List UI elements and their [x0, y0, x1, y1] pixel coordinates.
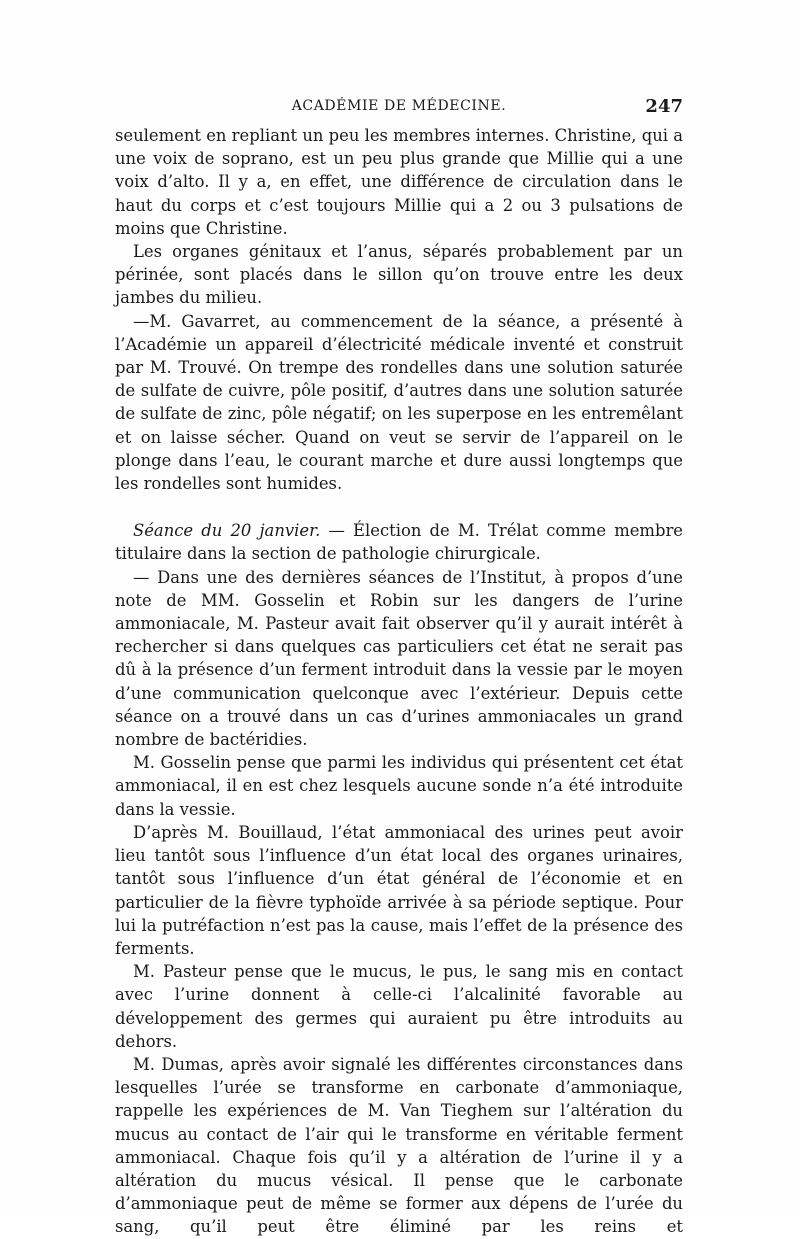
paragraph: Les organes génitaux et l’anus, séparés probablement par un périnée, sont placés dans le sillon qu’on trouve entre les deux jambes du milieu. [115, 242, 683, 308]
body-text [115, 124, 683, 1239]
paragraph: M. Dumas, après avoir signalé les différentes circonstances dans lesquelles l’urée se transforme en carbonate d’ammoniaque, rappelle les expériences de M. Van Tieghem sur l’altération du mucus au contact de l’air qui le transforme en véritable ferment ammoniacal. Chaque fois qu’il y a altération de l’urine il y a altération du mucus vésical. Il pense que le carbonate d’ammoniaque peut de même se former aux dépens de l’urée du sang, qu’il peut être éliminé par les reins et [115, 1054, 683, 1237]
session-text: — Élection de M. Trélat comme membre titulaire dans la section de pathologie chirurgicale. [115, 521, 684, 564]
paragraph: seulement en repliant un peu les membres internes. Christine, qui a une voix de soprano, est un peu plus grande que Millie qui a une voix d’alto. Il y a, en effet, une différence de circulation dans le haut du corps et c’est toujours Millie qui a 2 ou 3 pulsations de moins que Christine. [115, 126, 683, 238]
page-number: 247 [645, 96, 683, 117]
paragraph: — Dans une des dernières séances de l’Institut, à propos d’une note de MM. Gosselin et Robin sur les dangers de l’urine ammoniacale, M. Pasteur avait fait observer qu’il y aurait intérêt à rechercher si dans quelques cas particuliers cet état ne serait pas dû à la présence d’un ferment introduit dans la vessie par le moyen d’une communication quelconque avec l’extérieur. Depuis cette séance on a trouvé dans un cas d’urines ammoniacales un grand nombre de bactéridies. [115, 567, 683, 750]
running-head: ACADÉMIE DE MÉDECINE. [291, 98, 507, 114]
page-header [115, 98, 683, 124]
paragraph: M. Gosselin pense que parmi les individus qui présentent cet état ammoniacal, il en est chez lesquels aucune sonde n’a été introduite dans la vessie. [115, 753, 683, 819]
session-paragraph [115, 519, 683, 565]
paragraph: D’après M. Bouillaud, l’état ammoniacal des urines peut avoir lieu tantôt sous l’influence d’un état local des organes urinaires, tantôt sous l’influence d’un état général de l’économie et en particulier de la fièvre typhoïde arrivée à sa période septique. Pour lui la putréfaction n’est pas la cause, mais l’effet de la présence des ferments. [115, 822, 683, 958]
session-heading: Séance du 20 janvier. [133, 521, 321, 541]
paragraph: M. Pasteur pense que le mucus, le pus, le sang mis en contact avec l’urine donnent à celle-ci l’alcalinité favorable au développement des germes qui auraient pu être introduits au dehors. [115, 962, 683, 1051]
paragraph: —M. Gavarret, au commencement de la séance, a présenté à l’Académie un appareil d’électricité médicale inventé et construit par M. Trouvé. On trempe des rondelles dans une solution saturée de sulfate de cuivre, pôle positif, d’autres dans une solution saturée de sulfate de zinc, pôle négatif; on les superpose en les entremêlant et on laisse sécher. Quand on veut se servir de l’appareil on le plonge dans l’eau, le courant marche et dure aussi longtemps que les rondelles sont humides. [115, 311, 683, 494]
